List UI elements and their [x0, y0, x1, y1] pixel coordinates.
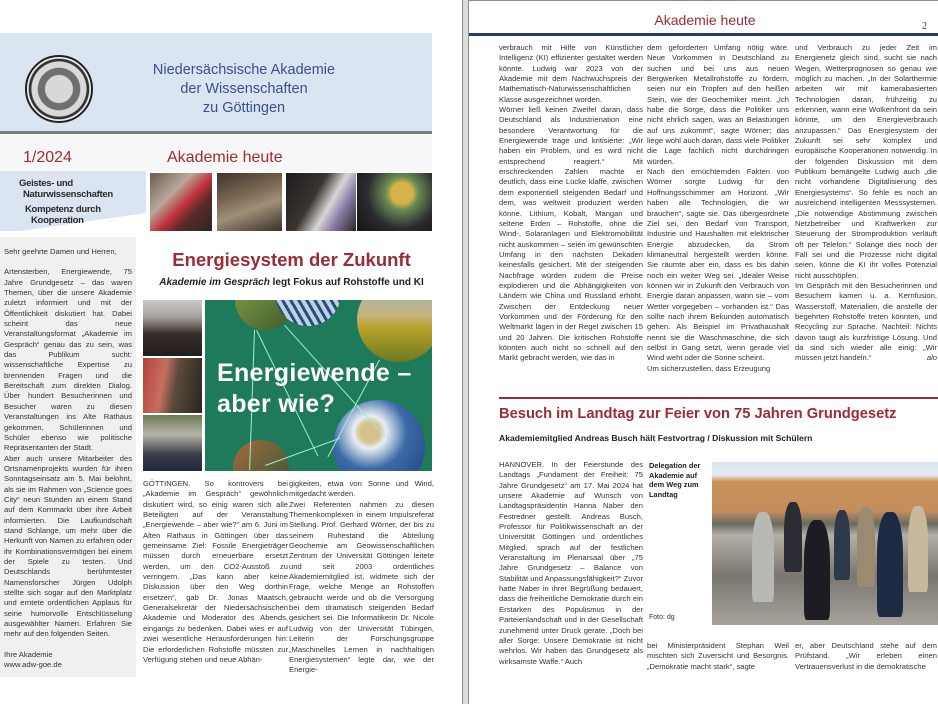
org-name-line-2: der Wissenschaften	[180, 81, 308, 97]
poster-circle-leaf	[233, 440, 289, 471]
photo-person	[752, 512, 774, 602]
photo-person	[784, 502, 802, 572]
editorial-text	[4, 247, 132, 670]
org-name-line-1: Niedersächsische Akademie	[152, 62, 336, 78]
speaker-portrait-ludwig	[143, 300, 202, 356]
claim-line-2: Naturwissenschaften	[23, 189, 113, 200]
speaker-portrait-maatsch	[143, 358, 202, 413]
newsletter-title: Akademie heute	[167, 149, 283, 166]
column-2-para-2: Nach den ernüchternden Fakten von Wörner sorgte Ludwig für den Hoffnungsschimmer am Horizont. „Wir haben alle Technologien, die wir brauchen“, sagte sie. Das übergeordnete Ziel sei, den Bedarf von Transport, Industrie und Haushalten mit elektrischer Energie abzudecken, da Strom klimaneutral hergestellt werden könne. Sie räumte aber ein, dass es bis dahin noch ein weiter Weg sei. „Idealer Weise können wir in Zukunft den Verbrauch von Energie daran anpassen, wann sie – vom Wetter vorgegeben – vorhanden ist.“ Das sollte nach ihrem Bekunden automatisch gehen. Als Beispiel im Privathaushalt nennt sie die Waschmaschine, die sich selbst in Gang setzt, wenn gerade viel Wind weht oder die Sonne scheint.	[647, 167, 789, 363]
article-2-column-2: bei Ministerpräsident Stephan Weil mischten sich Zuversicht und Besorgnis. „Demokratie macht stark“, sagte	[647, 641, 789, 671]
poster-circle-field	[357, 300, 432, 362]
poster-title-line-2: aber wie?	[217, 390, 336, 418]
page-header	[469, 1, 938, 34]
masthead	[0, 33, 432, 131]
article-separator	[499, 397, 938, 399]
subheadline-rest: legt Fokus auf Rohstoffe und KI	[269, 277, 424, 288]
article-column-2	[289, 479, 434, 676]
claim-line-1: Geistes- und	[19, 178, 73, 189]
article-2-column-3: er, aber Deutschland stehe auf dem Prüfstand. „Wir erleben einen Vertrauensverlust in die demokratische	[795, 641, 937, 671]
claim-line-3: Kompetenz durch	[25, 204, 101, 215]
article-2-subheadline: Akademiemitglied Andreas Busch hält Festvortrag / Diskussion mit Schülern	[499, 433, 813, 443]
issue-number: 1/2024	[23, 149, 72, 166]
event-poster	[205, 300, 432, 471]
article-continued-column-1	[499, 43, 643, 364]
speaker-portrait-woerner	[143, 415, 202, 471]
article-2-headline: Besuch im Landtag zur Feier von 75 Jahren Grundgesetz	[499, 406, 897, 422]
page-number: 2	[922, 21, 927, 32]
article-2-column-1: HANNOVER. In der Feierstunde des Landtags „Fundament der Freiheit: 75 Jahre Grundgesetz“ am 17. Mai 2024 hat unsere Akademie auf Wunsch von Landtagspräsidentin Hanna Naber den Festredner gestellt. Andreas Busch, Professor für Politikwissenschaft an der Universität Göttingen und ordentliches Mitglied, sprach auf der festlichen Veranstaltung im Plenarsaal über „75 Jahre Grundgesetz – Balance von Stabilität und Anpassungsfähigkeit?“ Zuvor hatte Naber in ihrer Begrüßung bedauert, dass die freiheitliche Demokratie durch ein Erstarken des Populismus in der Parteienlandschaft und in der Gesellschaft zunehmend unter Druck gerate. „Doch bei aller Sorge: Unsere Demokratie ist nicht wehrlos. Wir haben das Grundgesetz als wirksamste Waffe.“ Auch	[499, 460, 643, 666]
organization-name	[139, 61, 349, 118]
claim-line-4: Kooperation	[31, 215, 84, 226]
subheadline-series-name: Akademie im Gespräch	[159, 277, 270, 288]
photo-person	[908, 506, 928, 592]
column-3-para-1: und Verbrauch zu jeder Zeit im Energienetz gleich sind, sucht sie nach Wegen, Wetterprognosen so genau wie möglich zu machen. „In der Solarthermie arbeiten wir mit kamerabasierten Technologien daran, frühzeitig zu erkennen, wann eine Wolkenfront da sein könnte, um den Energieverbrauch anzupassen.“ Das Energiesystem der Zukunft sei sehr komplex und europäische Kooperationen notwendig. In der folgenden Diskussion mit dem Publikum bemängelte Ludwig auch „die nicht vorhandene Digitalisierung des Energiesystems“. So fehle es noch an ausreichend intelligenten Messsystemen. „Die notwendige Abstimmung zwischen Netzbetreiber und Kraftwerken zur Steuerung der Stromproduktion verläuft oft per Telefon.“ Solange dies noch der Fall sei und die Prozesse nicht digital seien, könne die KI ihr volles Potenzial nicht ausschöpfen.	[795, 43, 937, 280]
article-column-2-para-2: Zwei Referenten nahmen zu diesen Themenkomplexen in einem Impulsreferat Stellung. Prof. Gerhard Wörner, der bis zu seinem Ruhestand die Abteilung Geochemie am Geowissenschaftlichen Zentrum der Universität Göttingen leitete und seit 2003 ordentliches Akademiemitglied ist, widmete sich der Frage, welche Menge an Rohstoffen gebraucht werde und ob die Versorgung bei dem dramatisch steigenden Bedarf gesichert sei. Die Informatikerin Dr. Nicole Ludwig von der Universität Tübingen, Leiterin der Forschungsgruppe „Maschinelles Lernen in nachhaltigen Energiesystemen“ legte dar, wie der Energie-	[289, 499, 434, 675]
column-3-para-2	[795, 281, 937, 364]
editorial-website-link[interactable]: www.adw-goe.de	[4, 660, 62, 670]
photo-caption: Delegation der Akademie auf dem Weg zum Landtag	[649, 461, 701, 499]
author-signature: alo	[926, 353, 937, 363]
photo-person	[804, 520, 830, 620]
academy-seal-logo	[25, 55, 93, 123]
article-continued-column-3	[795, 43, 937, 364]
editorial-paragraph-2: Aber auch unsere Mitarbeiter des Ortsnamenprojekts wurden für ihren Sonntagseinsatz am 5. Mai belohnt, als sie im Rahmen von „Science goes City“ neun Stunden an einem Stand auf dem Kornmarkt über ihre Arbeit informierten. Die Laufkundschaft stand Schlange, um mehr über die Herkunft von Namen zu erfahren oder ihr Kombinationsvermögen bei einem der Spiele zu testen. Und Deutschlands berühmtester Namensforscher Jürgen Udolph stellte sich sogar auf den Marktplatz und erntete ordentlichen Applaus für seine humorvolle Entschlüsselung ausgewählter Namen. Erfahren Sie mehr auf den folgenden Seiten.	[4, 453, 132, 639]
event-photo-3	[286, 173, 356, 231]
event-photo-4	[357, 173, 432, 231]
editorial-paragraph-1: Artensterben, Energiewende, 75 Jahre Grundgesetz – das waren Themen, über die unsere Akademie zuletzt informiert und mit der Öffentlichkeit diskutiert hat. Dabei scheint das neue Veranstaltungsformat „Akademie im Gespräch“ genau das zu sein, was das Publikum sucht: wissenschaftliche Expertise zu brennenden Fragen und die Bereitschaft zum direkten Dialog. Über hundert Besucherinnen und Besucher waren zu diesen Veranstaltungen ins Alte Rathaus gekommen, Schülerinnen und Schüler ebenso wie politische Repräsentanten der Stadt.	[4, 267, 132, 453]
column-3-para-2-text: Im Gespräch mit den Besucherinnen und Besuchern kamen u. a. Kernfusion, Wasserstoff, Materialien, die anstelle der begehrten Rohstoffe treten könnten, und Recycling zur Sprache. Nachteil: Nichts davon taugt als kurzfristige Lösung. Und da sind sich wieder alle einig: „Wir müssen jetzt handeln.“	[795, 280, 937, 363]
photo-person	[857, 507, 875, 587]
editorial-salutation: Sehr geehrte Damen und Herren,	[4, 247, 117, 256]
claim-box	[0, 171, 146, 231]
article-continued-column-2	[647, 43, 789, 374]
photo-credit: Foto: dg	[649, 614, 675, 621]
article-column-2-para-1: gigkeiten, etwa von Sonne und Wind, mitgedacht werden.	[289, 479, 434, 499]
org-name-line-3: zu Göttingen	[202, 100, 286, 116]
article-column-1: GÖTTINGEN. So kontrovers bei „Akademie im Gespräch“ gewöhnlich diskutiert wird, so einig waren sich alle Beteiligten auf der Veranstaltung „Energiewende – aber wie?“ am 6. Juni im Alten Rathaus in Göttingen über das gemeinsame Ziel: Fossile Energieträger müssen durch erneuerbare ersetzt werden, um den CO2-Ausstoß zu verringern. „Das kann aber keine Diskussion über den Weg dorthin ersetzen“, gab Dr. Jonas Maatsch, Generalsekretär der Niedersächsischen Akademie und Moderator des Abends, eingangs zu bedenken. Dabei wies er auf zwei wesentliche Herausforderungen hin: Die erforderlichen Rohstoffe müssten zur Verfügung stehen und neue Abhän-	[143, 479, 288, 664]
photo-person	[877, 512, 903, 617]
column-1-para-1: verbrauch mit Hilfe von Künstlicher Intelligenz (KI) effizienter gestaltet werden könnte. Ludwig war 2023 von der Akademie mit dem Nachwuchspreis der Mathematisch-Naturwissenschaftlichen Klasse ausgezeichnet worden.	[499, 43, 643, 104]
event-photo-1	[150, 173, 212, 231]
column-2-para-1: dem geforderten Umfang nötig wäre. Neue Vorkommen in Deutschland zu suchen und bei uns aus neuen Bergwerken Metallrohstoffe zu fördern, seien nur ein Tropfen auf den heißen Stein, wie der Geochemiker meint. „Ich habe die Sorge, dass die Politiker uns nicht ehrlich sagen, was an Belastungen auf uns zukommt“, sagte Wörner; das liege wohl auch daran, dass viele Politiker die Lage fachlich nicht durchdringen würden.	[647, 43, 789, 166]
photo-person	[834, 510, 850, 580]
editorial-closing: Ihre Akademie	[4, 649, 53, 659]
poster-title	[217, 358, 412, 420]
article-subheadline	[149, 277, 434, 288]
newsletter-page-2	[468, 0, 938, 704]
event-photo-2	[217, 173, 282, 231]
header-rule	[469, 33, 938, 36]
column-1-para-2: Wörner ließ keinen Zweifel daran, dass Deutschland als Industrienation eine besondere Verantwortung für die Energiewende trage und kritisierte: „Wir haben ein Problem, und es wird nicht entsprechend reagiert.“ Mit erschreckenden Zahlen machte er deutlich, dass eine Lücke klaffe, zwischen dem exponentiell steigenden Bedarf und dem, was weltweit produziert werden könne. Lithium, Kobalt, Mangan und seltene Erden – Rohstoffe, ohne die Wind-, Solaranlagen und Elektromobilität nicht auskommen – seien im gewünschten Umfang in den nächsten Dekaden keinesfalls gesichert. Mit der steigenden Nachfrage würden zudem die Preise explodieren und die Abhängigkeiten von Ländern wie China und Russland erhöht. Zwischen der Entdeckung neuer Vorkommen und der Förderung für den Weltmarkt lägen in der Regel zwischen 15 und 20 Jahren. Die kritischen Rohstoffe könnten auch nicht so schnell auf den Markt gebracht werden, wie das in	[499, 105, 643, 363]
running-header-title: Akademie heute	[654, 12, 756, 28]
article-headline: Energiesystem der Zukunft	[172, 249, 411, 270]
delegation-photo	[712, 462, 938, 625]
poster-title-line-1: Energiewende –	[217, 359, 412, 387]
newsletter-page-1	[0, 0, 463, 704]
column-2-para-3: Um sicherzustellen, dass Erzeugung	[647, 363, 771, 373]
